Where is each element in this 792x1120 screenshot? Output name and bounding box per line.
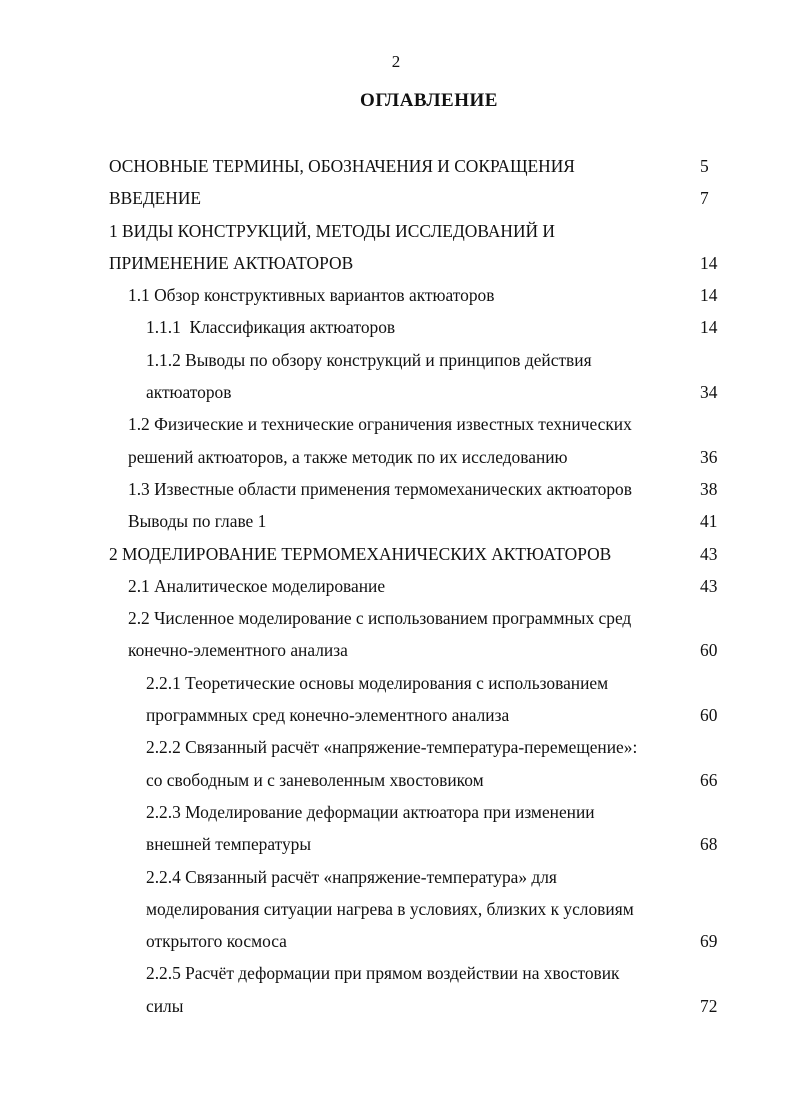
toc-page-ref: 34 — [700, 382, 718, 403]
toc-entry-text: открытого космоса — [146, 931, 287, 952]
toc-page-ref: 38 — [700, 478, 718, 499]
toc-entry-text: 2.2.5 Расчёт деформации при прямом воздействии на хвостовик — [146, 963, 620, 984]
toc-entry-text: 1.3 Известные области применения термомеханических актюаторов — [128, 478, 632, 499]
toc-entry-text: 2.2 Численное моделирование с использованием программных сред — [128, 608, 632, 629]
toc-page-ref: 14 — [700, 317, 718, 338]
toc-entry-text: 2.2.2 Связанный расчёт «напряжение-температура-перемещение»: — [146, 737, 638, 758]
toc-entry[interactable] — [0, 602, 792, 667]
toc-entry-text: внешней температуры — [146, 834, 312, 855]
toc-entry-text: актюаторов — [146, 382, 232, 403]
toc-entry[interactable] — [0, 150, 792, 182]
toc-entry-text: 2.2.3 Моделирование деформации актюатора при изменении — [146, 801, 595, 822]
toc-entry[interactable] — [0, 473, 792, 505]
toc-page-ref: 7 — [700, 188, 709, 209]
toc-page-ref: 41 — [700, 511, 718, 532]
toc-entry[interactable] — [0, 861, 792, 958]
toc-page-ref: 14 — [700, 285, 718, 306]
table-of-contents — [0, 150, 792, 1022]
toc-entry-text: решений актюаторов, а также методик по их исследованию — [128, 446, 568, 467]
toc-entry-text: 2.2.4 Связанный расчёт «напряжение-температура» для — [146, 866, 557, 887]
toc-entry[interactable] — [0, 215, 792, 280]
toc-entry[interactable] — [0, 796, 792, 861]
toc-entry-text: 2 МОДЕЛИРОВАНИЕ ТЕРМОМЕХАНИЧЕСКИХ АКТЮАТОРОВ — [109, 543, 612, 564]
toc-entry-text: Выводы по главе 1 — [128, 511, 267, 532]
toc-entry[interactable] — [0, 570, 792, 602]
toc-page-ref: 43 — [700, 575, 718, 596]
toc-entry-text: силы — [146, 995, 184, 1016]
toc-entry[interactable] — [0, 667, 792, 732]
toc-entry[interactable] — [0, 957, 792, 1022]
toc-entry-text: ВВЕДЕНИЕ — [109, 188, 202, 209]
toc-entry-text: 1.1.1 Классификация актюаторов — [146, 317, 396, 338]
toc-entry-text: конечно-элементного анализа — [128, 640, 348, 661]
toc-page-ref: 43 — [700, 543, 718, 564]
toc-entry-text: ПРИМЕНЕНИЕ АКТЮАТОРОВ — [109, 252, 354, 273]
toc-entry[interactable] — [0, 344, 792, 409]
toc-entry[interactable] — [0, 408, 792, 473]
toc-entry-text: 2.2.1 Теоретические основы моделирования с использованием — [146, 672, 609, 693]
toc-entry-text: ОСНОВНЫЕ ТЕРМИНЫ, ОБОЗНАЧЕНИЯ И СОКРАЩЕНИЯ — [109, 156, 575, 176]
page-number: 2 — [391, 52, 401, 71]
toc-entry[interactable] — [0, 279, 792, 311]
toc-page-ref: 68 — [700, 834, 718, 855]
toc-entry[interactable] — [0, 182, 792, 214]
toc-entry-text: 1.1.2 Выводы по обзору конструкций и принципов действия — [146, 349, 592, 370]
toc-page-ref: 60 — [700, 640, 718, 661]
toc-page-ref: 5 — [700, 156, 709, 176]
toc-page-ref: 72 — [700, 995, 718, 1016]
toc-page-ref: 14 — [700, 252, 718, 273]
toc-entry-text: со свободным и с заневоленным хвостовиком — [146, 769, 484, 790]
toc-entry-text: 1 ВИДЫ КОНСТРУКЦИЙ, МЕТОДЫ ИССЛЕДОВАНИЙ И — [109, 220, 555, 241]
toc-entry-text: программных сред конечно-элементного анализа — [146, 705, 510, 726]
toc-entry[interactable] — [0, 538, 792, 570]
toc-entry-text: 1.1 Обзор конструктивных вариантов актюаторов — [128, 285, 495, 306]
page-title: ОГЛАВЛЕНИЕ — [360, 90, 498, 111]
toc-page-ref: 69 — [700, 931, 718, 952]
toc-entry-text: 1.2 Физические и технические ограничения известных технических — [128, 414, 632, 435]
toc-entry-text: моделирования ситуации нагрева в условиях, близких к условиям — [146, 898, 634, 919]
toc-entry[interactable] — [0, 731, 792, 796]
toc-entry-text: 2.1 Аналитическое моделирование — [128, 575, 386, 596]
toc-page-ref: 36 — [700, 446, 718, 467]
toc-page-ref: 66 — [700, 769, 718, 790]
toc-entry[interactable] — [0, 505, 792, 537]
toc-entry[interactable] — [0, 311, 792, 343]
toc-page-ref: 60 — [700, 705, 718, 726]
